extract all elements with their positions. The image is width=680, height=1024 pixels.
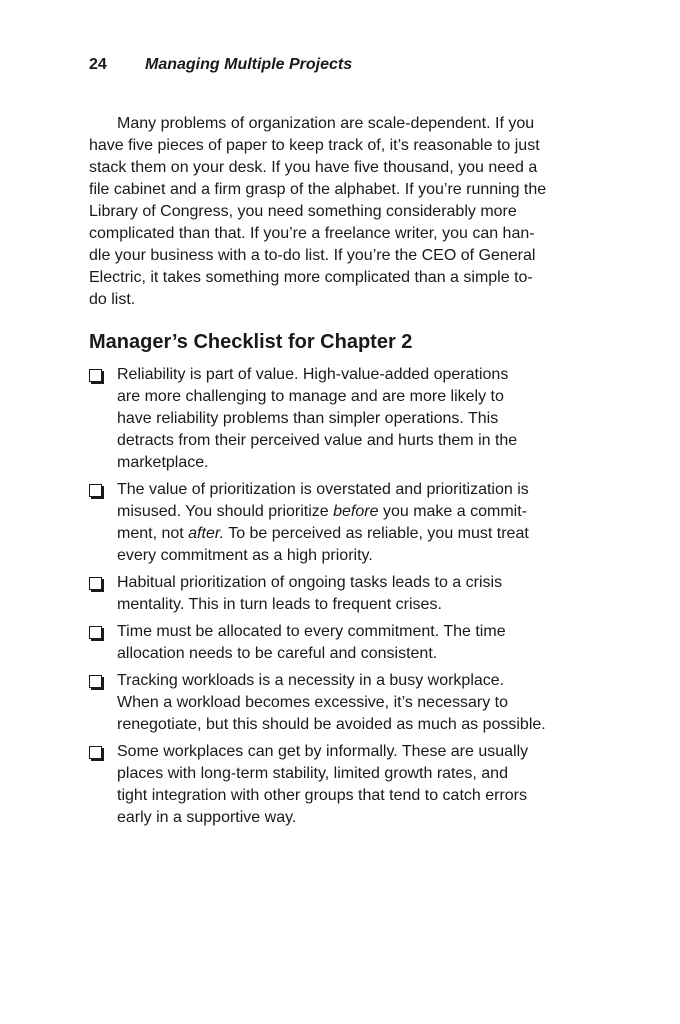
item-line: have reliability problems than simpler operations. This	[117, 410, 499, 427]
item-line: mentality. This in turn leads to frequent crises.	[117, 596, 442, 613]
checklist-item	[89, 572, 599, 616]
checkbox-icon	[89, 577, 102, 590]
checkbox-icon	[89, 626, 102, 639]
paragraph-line: file cabinet and a firm grasp of the alphabet. If you’re running the	[89, 181, 547, 198]
item-line: The value of prioritization is overstated and prioritization is	[117, 481, 529, 498]
item-line: places with long-term stability, limited growth rates, and	[117, 765, 508, 782]
item-text: ment, not	[117, 525, 189, 542]
checklist-item	[89, 741, 599, 829]
item-emphasis: after.	[188, 525, 225, 542]
checkbox-icon	[89, 746, 102, 759]
checkbox-icon	[89, 675, 102, 688]
item-line: Some workplaces can get by informally. These are usually	[117, 743, 529, 760]
item-line	[117, 523, 599, 545]
checklist-item	[89, 479, 599, 567]
item-text: you make a commit-	[378, 503, 527, 520]
item-line: detracts from their perceived value and hurts them in the	[117, 432, 518, 449]
item-text: misused. You should prioritize	[117, 503, 334, 520]
paragraph-line: Library of Congress, you need something considerably more	[89, 203, 517, 220]
managers-checklist	[89, 364, 599, 834]
checkbox-icon	[89, 369, 102, 382]
checklist-item	[89, 670, 599, 736]
paragraph-line: complicated than that. If you’re a freelance writer, you can han-	[89, 225, 535, 242]
item-line: every commitment as a high priority.	[117, 547, 373, 564]
page-number: 24	[89, 56, 107, 73]
paragraph-line: Many problems of organization are scale-dependent. If you	[117, 115, 535, 132]
book-title: Managing Multiple Projects	[145, 56, 353, 73]
item-line: When a workload becomes excessive, it’s necessary to	[117, 694, 508, 711]
item-text: To be perceived as reliable, you must treat	[224, 525, 529, 542]
checklist-heading: Manager’s Checklist for Chapter 2	[89, 331, 413, 353]
intro-paragraph	[89, 113, 599, 311]
item-line: early in a supportive way.	[117, 809, 297, 826]
item-line: are more challenging to manage and are more likely to	[117, 388, 504, 405]
item-line: marketplace.	[117, 454, 209, 471]
paragraph-line: have five pieces of paper to keep track of, it’s reasonable to just	[89, 137, 540, 154]
item-line: Time must be allocated to every commitment. The time	[117, 623, 506, 640]
paragraph-line: stack them on your desk. If you have five thousand, you need a	[89, 159, 538, 176]
checklist-item	[89, 364, 599, 474]
item-line: Tracking workloads is a necessity in a busy workplace.	[117, 672, 505, 689]
item-line: tight integration with other groups that tend to catch errors	[117, 787, 528, 804]
item-line: renegotiate, but this should be avoided as much as possible.	[117, 716, 546, 733]
paragraph-line: dle your business with a to-do list. If you’re the CEO of General	[89, 247, 536, 264]
item-line	[117, 501, 599, 523]
paragraph-line: Electric, it takes something more complicated than a simple to-	[89, 269, 533, 286]
checklist-item	[89, 621, 599, 665]
item-line: allocation needs to be careful and consistent.	[117, 645, 438, 662]
paragraph-line: do list.	[89, 291, 136, 308]
running-head	[89, 54, 352, 76]
item-emphasis: before	[333, 503, 379, 520]
item-line: Reliability is part of value. High-value-added operations	[117, 366, 509, 383]
item-line: Habitual prioritization of ongoing tasks leads to a crisis	[117, 574, 503, 591]
checkbox-icon	[89, 484, 102, 497]
